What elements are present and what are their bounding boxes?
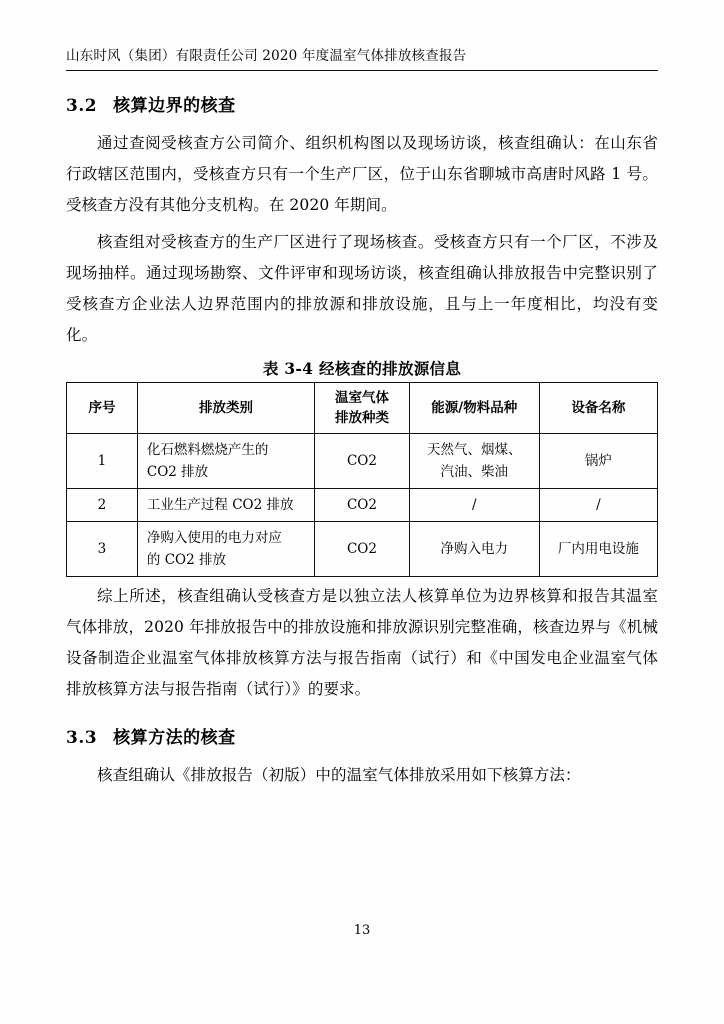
cell-fuel: [409, 434, 539, 489]
paragraph-site-inspection: 核查组对受核查方的生产厂区进行了现场核查。受核查方只有一个厂区，不涉及现场抽样。通过现场勘察、文件评审和现场访谈，核查组确认排放报告中完整识别了受核查方企业法人边界范围内的排放源和排放设施，且与上一年度相比，均没有变化。: [66, 233, 658, 344]
table-row: [67, 434, 658, 489]
column-header-category: 排放类别: [137, 383, 314, 434]
cell-no: 1: [67, 434, 138, 489]
column-header-gas-type-line1: 温室气体: [334, 390, 389, 406]
column-header-equipment: 设备名称: [539, 383, 657, 434]
cell-category: [137, 434, 314, 489]
section-heading-3-3: [66, 723, 658, 748]
cell-fuel: /: [409, 489, 539, 522]
section-number: 3.3: [66, 728, 98, 748]
table-caption: 表 3-4 经核查的排放源信息: [262, 359, 462, 378]
cell-fuel-line1: 天然气、烟煤、: [427, 442, 522, 458]
section-heading-3-2: [66, 91, 658, 116]
column-header-fuel: 能源/物料品种: [409, 383, 539, 434]
cell-equipment: /: [539, 489, 657, 522]
cell-category: 工业生产过程 CO2 排放: [137, 489, 314, 522]
emission-source-table: [66, 382, 658, 577]
cell-category: [137, 522, 314, 577]
cell-no: 2: [67, 489, 138, 522]
table-row: [67, 522, 658, 577]
cell-category-line2: CO2 排放: [146, 464, 209, 480]
cell-equipment: 厂内用电设施: [539, 522, 657, 577]
paragraph-summary: 综上所述，核查组确认受核查方是以独立法人核算单位为边界核算和报告其温室气体排放，2020 年排放报告中的排放设施和排放源识别完整准确，核查边界与《机械设备制造企业温室气体排放核算方法与报告指南（试行）和《中国发电企业温室气体排放核算方法与报告指南（试行）》的要求。: [66, 587, 658, 698]
section-title-text: 核算方法的核查: [113, 728, 236, 748]
cell-gas: CO2: [315, 489, 410, 522]
column-header-gas-type: [315, 383, 410, 434]
section-number: 3.2: [66, 96, 98, 116]
paragraph-boundary-confirmation: 通过查阅受核查方公司简介、组织机构图以及现场访谈，核查组确认：在山东省行政辖区范围内，受核查方只有一个生产厂区，位于山东省聊城市高唐时风路 1 号。受核查方没有其他分支机构。在 2020 年期间。: [66, 134, 658, 214]
column-header-gas-type-line2: 排放种类: [334, 410, 389, 426]
column-header-no: 序号: [67, 383, 138, 434]
cell-fuel-line2: 汽油、柴油: [440, 464, 508, 480]
table-header-row: [67, 383, 658, 434]
cell-category-line1: 净购入使用的电力对应: [146, 530, 282, 546]
cell-category-line2: 的 CO2 排放: [146, 552, 226, 568]
cell-equipment: 锅炉: [539, 434, 657, 489]
table-row: [67, 489, 658, 522]
paragraph-method-intro: 核查组确认《排放报告（初版）中的温室气体排放采用如下核算方法：: [97, 766, 581, 784]
cell-gas: CO2: [315, 522, 410, 577]
section-title-text: 核算边界的核查: [113, 96, 236, 116]
cell-category-line1: 化石燃料燃烧产生的: [146, 442, 269, 458]
cell-no: 3: [67, 522, 138, 577]
cell-fuel: 净购入电力: [409, 522, 539, 577]
page-number: 13: [353, 923, 371, 938]
running-header: 山东时风（集团）有限责任公司 2020 年度温室气体排放核查报告: [66, 44, 658, 71]
cell-gas: CO2: [315, 434, 410, 489]
